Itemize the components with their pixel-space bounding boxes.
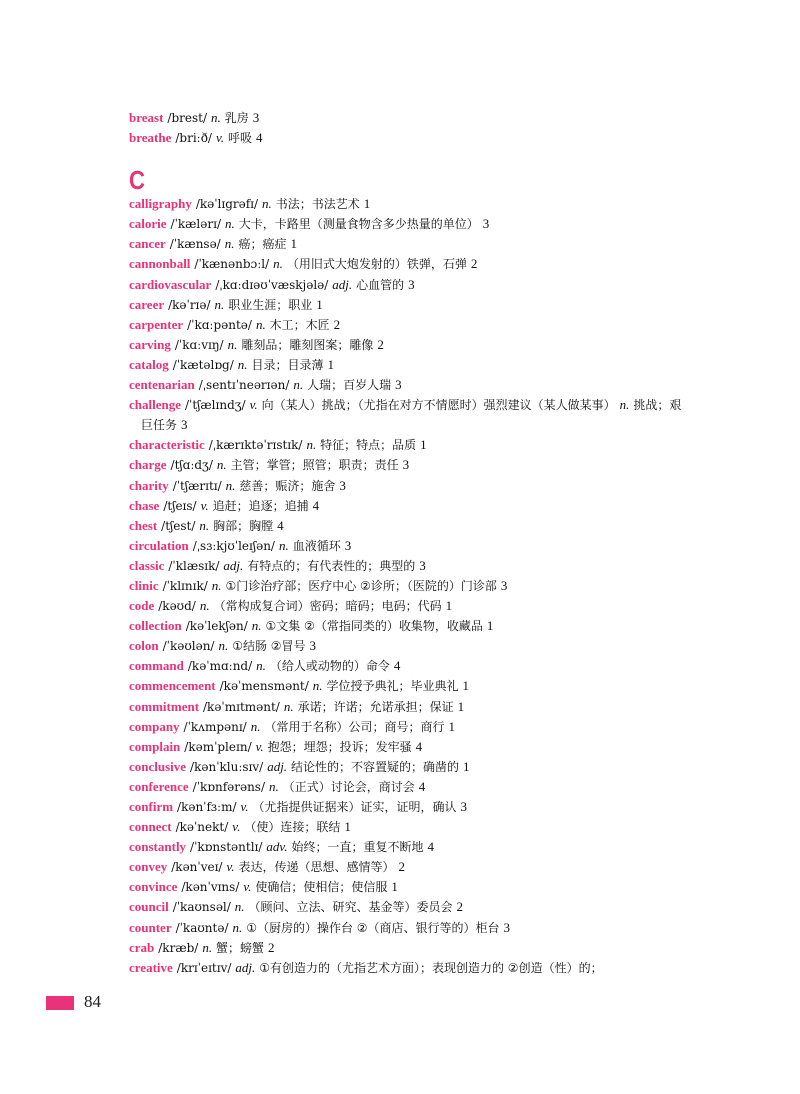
unit-number: 1	[448, 718, 455, 734]
definition: 承诺；许诺；允诺承担；保证	[297, 699, 454, 714]
part-of-speech: adj.	[235, 959, 256, 975]
part-of-speech: n.	[199, 517, 210, 533]
glossary-entry	[129, 214, 689, 234]
part-of-speech: v.	[232, 819, 241, 835]
unit-number: 1	[486, 618, 494, 634]
part-of-speech: n.	[262, 196, 272, 212]
headword: crab	[129, 939, 155, 955]
unit-number: 4	[427, 839, 434, 855]
glossary-entry	[129, 536, 689, 556]
definition: （尤指提供证据来）证实，证明，确认	[252, 800, 457, 814]
part-of-speech: n.	[312, 678, 323, 694]
part-of-speech: v.	[243, 879, 252, 895]
headword: cancer	[129, 236, 166, 252]
headword: command	[129, 658, 184, 674]
unit-number: 4	[277, 517, 284, 533]
glossary-entry	[129, 476, 689, 496]
headword: breast	[129, 110, 164, 125]
glossary-entry	[129, 897, 689, 917]
glossary-entry	[129, 128, 689, 148]
glossary-entry	[129, 295, 689, 315]
glossary-entry	[129, 254, 689, 274]
part-of-speech: n.	[211, 110, 221, 125]
unit-number: 1	[420, 437, 427, 453]
definition: 有特点的；有代表性的；典型的	[247, 558, 416, 573]
part-of-speech: n.	[227, 336, 238, 352]
definition: （正式）讨论会，商讨会	[282, 779, 415, 794]
pronunciation: /kəˈmɪtmənt/	[203, 699, 280, 714]
definition: 特征；特点；品质	[320, 438, 417, 453]
pronunciation: /ˈkaʊntə/	[175, 920, 229, 935]
definition: 书法；书法艺术	[275, 197, 360, 212]
definition: （用旧式大炮发射的）铁弹，石弹	[286, 257, 467, 272]
headword: cannonball	[129, 256, 191, 272]
definition: （使）连接；联结	[244, 820, 341, 835]
definition: （常构成复合词）密码；暗码；电码；代码	[213, 599, 442, 614]
unit-number: 2	[377, 336, 384, 352]
part-of-speech: n.	[273, 256, 283, 272]
glossary-entry	[129, 496, 689, 516]
definition: 木工；木匠	[269, 317, 330, 332]
pronunciation: /ˈkænsə/	[169, 237, 221, 252]
pronunciation: /kənˈvɪns/	[181, 880, 240, 895]
pronunciation: /ˈkɑːvɪŋ/	[174, 337, 224, 352]
headword: clinic	[129, 577, 159, 593]
glossary-entry	[129, 938, 689, 958]
pronunciation: /krɪˈeɪtɪv/	[176, 960, 232, 975]
glossary-entry	[129, 234, 689, 254]
headword: classic	[129, 557, 165, 573]
glossary-entry	[129, 697, 689, 717]
glossary-entry	[129, 877, 689, 897]
headword: connect	[129, 819, 172, 835]
headword: code	[129, 598, 155, 614]
unit-number: 3	[503, 919, 511, 935]
pronunciation: /kəˈnekt/	[175, 820, 229, 835]
headword: carving	[129, 336, 171, 352]
definition: ①文集 ②（常指同类的）收集物，收藏品	[265, 619, 483, 634]
headword: convey	[129, 859, 168, 875]
headword: calligraphy	[129, 196, 192, 212]
part-of-speech: adj.	[332, 276, 353, 292]
unit-number: 1	[316, 296, 323, 312]
definition: 使确信；使相信；使信服	[255, 880, 388, 895]
part-of-speech: n.	[251, 618, 262, 634]
part-of-speech: v.	[240, 799, 249, 814]
unit-number: 1	[363, 196, 371, 212]
part-of-speech: n.	[214, 296, 225, 312]
unit-number: 3	[500, 577, 508, 593]
section-b-entries	[129, 108, 689, 148]
part-of-speech: n.	[218, 638, 229, 654]
definition: 人瑞；百岁人瑞	[307, 378, 392, 393]
pronunciation: /ˈkɒnstəntlɪ/	[190, 840, 263, 855]
pronunciation: /ˈkɒnfərəns/	[192, 779, 266, 794]
headword: catalog	[129, 356, 169, 372]
pronunciation: /ˌkɑːdɪəʊˈvæskjələ/	[215, 277, 329, 292]
definition: ①有创造力的（尤指艺术方面）；表现创造力的 ②创造（性）的；	[259, 960, 603, 975]
headword: creative	[129, 959, 173, 975]
unit-number: 1	[290, 236, 297, 252]
pronunciation: /kəmˈpleɪn/	[184, 739, 252, 754]
glossary-entry	[129, 395, 689, 435]
headword: commencement	[129, 678, 216, 694]
unit-number: 3	[395, 377, 402, 393]
part-of-speech: n.	[216, 457, 227, 473]
definition: 慈善；赈济；施舍	[239, 478, 336, 493]
glossary-entry	[129, 194, 689, 214]
definition: 抱怨；埋怨；投诉；发牢骚	[267, 739, 412, 754]
pronunciation: /ˈkælərɪ/	[170, 217, 221, 232]
pronunciation: /ˈtʃærɪtɪ/	[172, 478, 222, 493]
pronunciation: /kəˈmensmənt/	[219, 679, 309, 694]
pronunciation: /ˈkʌmpənɪ/	[183, 719, 247, 734]
unit-number: 4	[393, 658, 401, 674]
definition: （常用于名称）公司；商号；商行	[264, 719, 445, 734]
part-of-speech: n.	[202, 939, 213, 955]
headword: conclusive	[129, 758, 187, 774]
glossary-content	[129, 108, 689, 978]
glossary-entry	[129, 918, 689, 938]
definition: 心血管的	[356, 277, 405, 292]
glossary-entry	[129, 315, 689, 335]
part-of-speech: n.	[211, 577, 222, 593]
pronunciation: /ˈklæsɪk/	[168, 558, 220, 573]
definition: 乳房	[224, 111, 249, 125]
headword: convince	[129, 879, 178, 895]
glossary-entry	[129, 275, 689, 295]
headword: characteristic	[129, 437, 205, 453]
pronunciation: /tʃeɪs/	[163, 498, 197, 513]
definition: ①（厨房的）操作台 ②（商店、银行等的）柜台	[246, 920, 500, 935]
unit-number: 2	[268, 939, 275, 955]
definition: 大卡，卡路里（测量食物含多少热量的单位）	[238, 217, 479, 232]
part-of-speech: n.	[232, 919, 243, 935]
glossary-entry	[129, 817, 689, 837]
part-of-speech: v.	[200, 497, 209, 513]
unit-number: 4	[256, 130, 263, 146]
glossary-entry	[129, 375, 689, 395]
pronunciation: /ˈklɪnɪk/	[162, 578, 208, 593]
definition: 追赶；追逐；追捕	[212, 498, 309, 513]
unit-number: 2	[398, 859, 406, 875]
part-of-speech: v.	[226, 859, 235, 875]
pronunciation: /kənˈfɜːm/	[177, 800, 237, 814]
pronunciation: /ˌkærɪktəˈrɪstɪk/	[208, 438, 303, 453]
headword: career	[129, 296, 165, 312]
definition: 血液循环	[292, 538, 341, 553]
pronunciation: /kəˈlɪgrəfɪ/	[195, 197, 259, 212]
part-of-speech: n.	[256, 658, 266, 674]
pronunciation: /kənˈveɪ/	[171, 860, 223, 875]
glossary-entry	[129, 516, 689, 536]
unit-number: 3	[344, 537, 352, 553]
unit-number: 1	[327, 356, 334, 372]
headword: commitment	[129, 698, 200, 714]
definition: 向（某人）挑战；（尤指在对方不情愿时）强烈建议（某人做某事）	[261, 398, 616, 413]
part-of-speech: n.	[250, 718, 261, 734]
unit-number: 3	[408, 276, 415, 292]
part-of-speech: n.	[224, 216, 235, 232]
definition: 挑战；艰巨任务	[141, 398, 682, 433]
part-of-speech: adj.	[223, 557, 244, 573]
definition: （顾问、立法、研究、基金等）委员会	[248, 900, 453, 915]
glossary-entry	[129, 556, 689, 576]
pronunciation: /ˈkaʊnsəl/	[172, 900, 231, 915]
headword: confirm	[129, 799, 174, 814]
pronunciation: /ˈkænənbɔːl/	[194, 257, 270, 272]
unit-number: 3	[460, 799, 468, 814]
glossary-entry	[129, 636, 689, 656]
pronunciation: /tʃest/	[161, 518, 196, 533]
pronunciation: /kəˈmɑːnd/	[187, 659, 253, 674]
unit-number: 4	[418, 778, 426, 794]
definition: 主管；掌管；照管；职责；责任	[230, 458, 399, 473]
page-number: 84	[84, 992, 101, 1011]
pronunciation: /kræb/	[158, 940, 199, 955]
part-of-speech: v.	[249, 397, 258, 413]
headword: charity	[129, 477, 169, 493]
unit-number: 1	[344, 819, 351, 835]
unit-number: 3	[252, 110, 260, 125]
unit-number: 3	[181, 417, 188, 433]
part-of-speech: n.	[619, 397, 630, 413]
part-of-speech: n.	[269, 778, 279, 794]
glossary-entry	[129, 676, 689, 696]
glossary-entry	[129, 737, 689, 757]
headword: complain	[129, 738, 181, 754]
headword: company	[129, 718, 180, 734]
glossary-entry	[129, 757, 689, 777]
unit-number: 4	[312, 497, 320, 513]
glossary-entry	[129, 717, 689, 737]
unit-number: 1	[445, 598, 453, 614]
headword: calorie	[129, 216, 167, 232]
unit-number: 3	[402, 457, 410, 473]
headword: chest	[129, 517, 158, 533]
headword: collection	[129, 618, 182, 634]
glossary-entry	[129, 455, 689, 475]
part-of-speech: n.	[278, 537, 289, 553]
unit-number: 3	[309, 638, 317, 654]
headword: breathe	[129, 130, 172, 146]
part-of-speech: n.	[225, 477, 236, 493]
pronunciation: /ˌsɜːkjʊˈleɪʃən/	[192, 538, 275, 553]
unit-number: 1	[391, 879, 398, 895]
glossary-entry	[129, 596, 689, 616]
headword: colon	[129, 638, 159, 654]
unit-number: 2	[470, 256, 478, 272]
definition: （给人或动物的）命令	[269, 659, 390, 674]
glossary-entry	[129, 857, 689, 877]
definition: 学位授予典礼；毕业典礼	[326, 679, 459, 694]
pronunciation: /kəʊd/	[158, 599, 196, 614]
pronunciation: /ˌsentɪˈneərɪən/	[198, 378, 290, 393]
part-of-speech: n.	[293, 377, 304, 393]
part-of-speech: v.	[255, 738, 264, 754]
headword: constantly	[129, 839, 187, 855]
pronunciation: /kənˈkluːsɪv/	[190, 759, 264, 774]
part-of-speech: n.	[255, 316, 266, 332]
headword: cardiovascular	[129, 276, 212, 292]
definition: 结论性的；不容置疑的；确凿的	[291, 759, 460, 774]
headword: council	[129, 899, 169, 915]
headword: circulation	[129, 537, 189, 553]
unit-number: 3	[419, 557, 426, 573]
glossary-entry	[129, 797, 689, 817]
headword: counter	[129, 919, 172, 935]
definition: 职业生涯；职业	[228, 297, 313, 312]
glossary-entry	[129, 777, 689, 797]
section-letter: C	[129, 165, 145, 196]
unit-number: 2	[456, 899, 464, 915]
glossary-entry	[129, 958, 689, 978]
definition: ①门诊治疗部；医疗中心 ②诊所；（医院的）门诊部	[225, 578, 497, 593]
part-of-speech: n.	[237, 356, 248, 372]
section-c-entries	[129, 194, 689, 978]
part-of-speech: n.	[234, 899, 245, 915]
glossary-entry	[129, 656, 689, 676]
pronunciation: /ˈtʃælɪndʒ/	[184, 398, 246, 413]
glossary-entry	[129, 435, 689, 455]
glossary-entry	[129, 576, 689, 596]
pronunciation: /briːð/	[175, 131, 212, 146]
unit-number: 3	[482, 216, 490, 232]
pronunciation: /ˈkəʊlən/	[162, 639, 215, 654]
definition: 胸部；胸膛	[213, 518, 274, 533]
part-of-speech: n.	[224, 236, 235, 252]
glossary-entry	[129, 355, 689, 375]
part-of-speech: v.	[215, 130, 225, 146]
part-of-speech: n.	[306, 437, 317, 453]
part-of-speech: n.	[283, 698, 294, 714]
headword: carpenter	[129, 316, 184, 332]
definition: 表达，传递（思想、感情等）	[238, 860, 395, 875]
definition: 目录；目录薄	[251, 357, 324, 372]
part-of-speech: adv.	[266, 839, 288, 855]
glossary-entry	[129, 837, 689, 857]
headword: challenge	[129, 397, 181, 413]
headword: centenarian	[129, 377, 195, 393]
glossary-entry	[129, 335, 689, 355]
pronunciation: /ˈkɑːpəntə/	[187, 317, 252, 332]
pronunciation: /brest/	[167, 111, 208, 125]
definition: 癌；癌症	[238, 237, 287, 252]
pronunciation: /tʃɑːdʒ/	[170, 458, 213, 473]
definition: 雕刻品；雕刻图案；雕像	[241, 337, 374, 352]
unit-number: 1	[463, 758, 470, 774]
definition: 始终；一直；重复不断地	[291, 840, 424, 855]
unit-number: 1	[457, 698, 465, 714]
pronunciation: /ˈkætəlɒg/	[172, 357, 234, 372]
unit-number: 1	[462, 678, 469, 694]
part-of-speech: n.	[199, 598, 210, 614]
pronunciation: /kəˈlekʃən/	[185, 619, 248, 634]
page-number-bar	[46, 996, 74, 1010]
definition: 蟹；螃蟹	[216, 940, 265, 955]
unit-number: 4	[415, 738, 423, 754]
headword: charge	[129, 457, 167, 473]
unit-number: 3	[339, 477, 346, 493]
definition: ①结肠 ②冒号	[232, 639, 306, 654]
part-of-speech: adj.	[267, 758, 288, 774]
unit-number: 2	[333, 316, 341, 332]
glossary-entry	[129, 108, 689, 128]
headword: chase	[129, 497, 160, 513]
glossary-entry	[129, 616, 689, 636]
definition: 呼吸	[228, 131, 253, 146]
pronunciation: /kəˈrɪə/	[168, 297, 211, 312]
headword: conference	[129, 778, 189, 794]
